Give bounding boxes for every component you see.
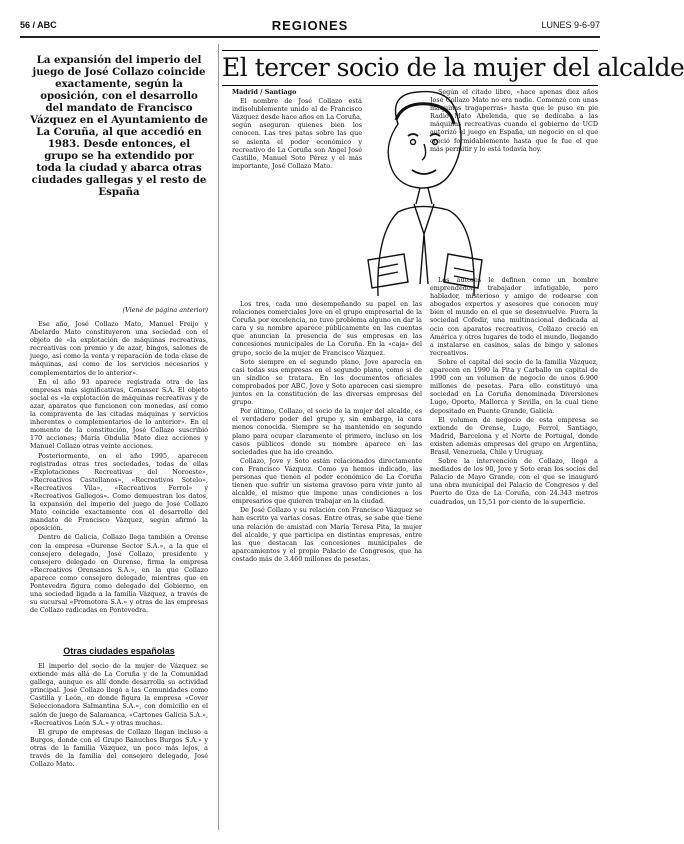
paragraph: El nombre de José Collazo está indisolublemente unido al de Francisco Vázquez desde hace años en La Coruña, según aseguran quienes bien los conocen. Las tres patas sobre las que se asienta el poder económico y recreativo de La Coruña son Angel José Castillo, Manuel Soto Pérez y el más importante, José Collazo Mato. [232, 97, 362, 170]
continued-note: (Viene de página anterior) [122, 306, 208, 314]
pullquote: La expansión del imperio del juego de José Collazo coincide exactamente, según la oposición, con el desarrollo del mandato de Francisco Vázquez en el Ayuntamiento de La Coruña, al que accedió en 1983. Desde entonces, el grupo se ha extendido por toda la ciudad y abarca otras ciudades gallegas y el resto de España [30, 54, 208, 198]
column-2 [232, 88, 362, 298]
column-divider [218, 44, 219, 830]
dateline: Madrid / Santiago [232, 88, 297, 96]
masthead [20, 18, 600, 36]
column-3-lower [430, 276, 598, 830]
headline-box [222, 50, 684, 86]
paragraph: Dentro de Galicia, Collazo llega también a Orense con la empresa «Ourense Sector S.A.», a la que el consejero delegado, José Collazo, presidente y consejero delegado en Ourense, firma la empresa «Recreativos Orensanos S.A.», en la que Collazo aparece como consejero delegado, mientras que en Pontevedra figura como delegado del Gobierno, en una sociedad ligada a la familia Vázquez, a través de su sucursal «Promotora S.A.» y otras de las empresas de Collazo radicadas en Pontevedra. [30, 533, 208, 615]
paragraph: El imperio del socio de la mujer de Vázquez se extiende más allá de La Coruña y de la Comunidad gallega, aunque es allí donde desarrolla su actividad principal. José Collazo llegó a las Comunidades como Castilla y León, en donde figura la empresa «Cover Seleccionadora Salmantina S.A.», con domicilio en el salón de juego de Salamanca, «Cartones Galicia S.A.», «Recreativos León S.A.» y otras muchas. [30, 662, 208, 727]
headline: El tercer socio de la mujer del alcalde [222, 53, 684, 82]
column-2-lower [232, 300, 422, 830]
paragraph: Los tres, cada uno desempeñando su papel en las relaciones comerciales Jove en el grupo empresarial de la Coruña por excelencia, no tuvo problema alguno en dar la cara y su nombre aparece públicamente en las cuentas que anuncian la presencia de sus empresas en las concesiones municipales de La Coruña. En la «caja» del grupo, socio de la mujer de Francisco Vázquez. [232, 300, 422, 357]
column-1 [30, 320, 208, 615]
column-1-lower [30, 662, 208, 822]
paragraph: El grupo de empresas de Collazo llegan incluso a Burgos, donde con el Grupo Banuchos Burgos S.A.» y otras de la familia Vázquez, un poco más lejos, a través de la familia del consejero delegado, José Collazo Mato. [30, 727, 208, 769]
paragraph: De José Collazo y su relación con Francisco Vázquez se han escrito ya varias cosas. Entre otras, se sabe que tiene una relación de amistad con María Teresa Pita, la mujer del alcalde, y que participa en distintas empresas, entre las que destacan las concesiones municipales de aparcamientos y el propio Palacio de Congresos, que ha costado más de 3.460 millones de pesetas. [232, 506, 422, 563]
page-number: 56 / ABC [20, 20, 57, 30]
paragraph: Ese año, José Collazo Mato, Manuel Freijo y Abelardo Mato constituyeron una sociedad con el objeto de «la explotación de máquinas recreativas, recreativas con premio y de azar, bingos, salones de juego, así como la venta y reparación de toda clase de máquinas, así como de los servicios necesarios y complementarios de lo anterior». [30, 320, 208, 377]
issue-date: LUNES 9-6-97 [541, 20, 600, 30]
column-3 [430, 88, 598, 274]
paragraph: El volumen de negocio de esta empresa se extiende de Orense, Lugo, Ferrol, Santiago, Madrid, Barcelona y el Norte de Portugal, donde existen además empresas del grupo en Argentina, Brasil, Venezuela, Chile y Uruguay. [430, 415, 598, 456]
paragraph: Por último, Collazo, el socio de la mujer del alcalde, es el verdadero poder del grupo y, sin embargo, la cara menos conocida. Siempre se ha mantenido en segundo plano para ocupar claramente el primero, incluso en los casos públicos donde su nombre aparece en las sociedades que ha ido creando. [232, 407, 422, 456]
paragraph: Soto siempre en el segundo plano, Jove aparecía en casi todas sus empresas en el segundo plano, como si de un síndico se tratara. En los documentos oficiales comprobados por ABC, Jove y Soto aparecen casi siempre juntos en la constitución de las diversas empresas del grupo. [232, 357, 422, 407]
paragraph: Collazo, Jove y Soto están relacionados directamente con Francisco Vázquez. Como ya hemos indicado, las personas que tienen el poder económico de La Coruña tienen que sufrir un sistema gravoso para vivir junto al alcalde, el mismo que impone unas condiciones a los empresarios que quieren trabajar en la ciudad. [232, 456, 422, 506]
subheading: Otras ciudades españolas [63, 646, 175, 656]
paragraph: Posteriormente, en el año 1995, aparecen registradas otras tres sociedades, todas de ellas «Explotaciones Recreativas del Noroeste», «Recreativos Castellanos», «Recreativos Sotelo», «Recreativos Vila», «Recreativos Ferrol» y «Recreativos Gallegos». Como demuestran los datos, la expansión del imperio del juego de José Collazo Mato coincide exactamente con el desarrollo del mandato de Francisco Vázquez, según afirmó la oposición. [30, 451, 208, 533]
masthead-rule [20, 36, 600, 38]
paragraph: Los autores le definen como un hombre emprendedor, trabajador infatigable, pero hablador, misterioso y amigo de rodearse con abogados expertos y asesores que conocen muy bien el mundo en el que se desenvuelve. Fuera la sociedad Cofedir, una multinacional dedicada al ocio con aparatos recreativos, Collazo creció en América y otros lugares de todo el mundo, llegando a instalarse en casinos, salas de bingo y salones recreativos. [430, 276, 598, 357]
paragraph: Sobre el capital del socio de la familia Vázquez, aparecen en 1990 la Pita y Carballo un capital de 1990 con un volumen de negocio de unos 6.900 millones de pesetas. Para ello constituyó una sociedad en La Coruña denominada Diversiones Lugo, Oporto, Mallorca y Sevilla, en la cual tiene depositado en Puente Grande, Galicia. [430, 357, 598, 415]
paragraph: Sobre la intervención de Collazo, llegó a mediados de los 90, Jove y Soto eran los socios del Palacio de Mayo Grande, con el que se inauguró una obra municipal del Palacio de Congresos y del Puerto de Oza de La Coruña, con 24.343 metros cuadrados, un 15,51 por ciento de la superficie. [430, 457, 598, 506]
paragraph: En el año 93 aparece registrada otra de las empresas más significativas, Conasser S.A. El objeto social es «la explotación de máquinas recreativas y de azar, aparatos que funcionen con monedas, así como la compraventa de las citadas máquinas y servicios inherentes o complementarios de lo anterior». En el momento de la constitución, José Collazo suscribió 170 acciones; María Obdulia Mato diez acciones y Manuel Collazo otras veinte acciones. [30, 377, 208, 451]
section-title: REGIONES [271, 18, 349, 33]
paragraph: Según el citado libro, «hace apenas diez años José Collazo Mato no era nadie. Comenzó con unas máquinas tragaperras» hasta que le puso en pie Radio Mato Abelenda, que se dedicaba a las máquinas recreativas cuando el gobierno de UCD autorizó el juego en España, un negocio en el que creció formidablemente hasta que le fue el que más permitir y lo está todavía hoy. [430, 88, 598, 153]
